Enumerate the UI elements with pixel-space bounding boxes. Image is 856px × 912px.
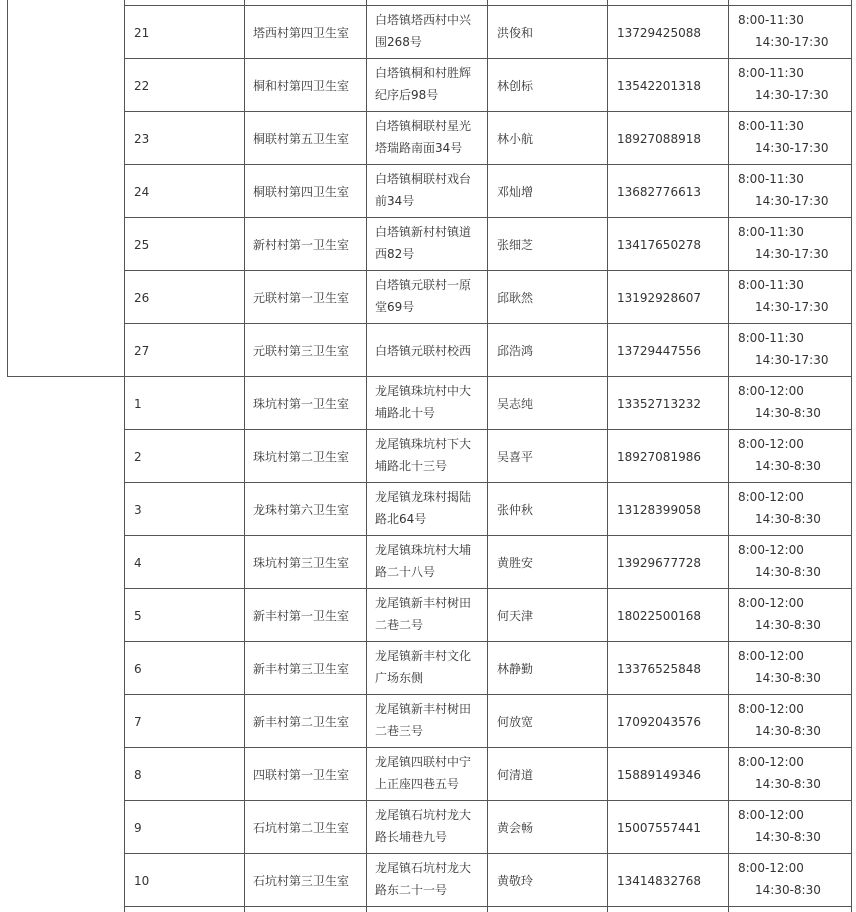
- address-line-2: 埔路北十三号: [375, 459, 448, 473]
- address-line-1: 龙尾镇石坑村龙大: [375, 808, 472, 822]
- service-hours: [729, 857, 851, 901]
- phone-number: 15007557441: [617, 821, 701, 835]
- clinic-name: 元联村第一卫生室: [253, 291, 350, 305]
- row-number: 2: [134, 450, 142, 464]
- phone-number: 13729425088: [617, 26, 701, 40]
- clinic-address: [367, 62, 487, 106]
- row-divider: [124, 694, 851, 695]
- row-number: 6: [134, 662, 142, 676]
- hours-morning: 8:00-12:00: [738, 808, 804, 822]
- row-number: 21: [134, 26, 150, 40]
- service-hours: [729, 539, 851, 583]
- service-hours: [729, 274, 851, 318]
- hours-afternoon: 14:30-17:30: [755, 194, 829, 208]
- hours-morning: 8:00-12:00: [738, 543, 804, 557]
- row-divider: [124, 535, 851, 536]
- row-divider: [124, 323, 851, 324]
- clinic-address: [367, 9, 487, 53]
- clinic-name: 新村村第一卫生室: [253, 238, 350, 252]
- hours-afternoon: 14:30-8:30: [755, 724, 821, 738]
- row-divider: [124, 5, 851, 6]
- phone-number: 13128399058: [617, 503, 701, 517]
- service-hours: [729, 751, 851, 795]
- clinic-name: 桐联村第五卫生室: [253, 132, 350, 146]
- phone-number: 18927088918: [617, 132, 701, 146]
- clinic-name: 元联村第三卫生室: [253, 344, 350, 358]
- row-number: 7: [134, 715, 142, 729]
- clinic-address: [367, 380, 487, 424]
- clinic-name: 珠坑村第二卫生室: [253, 450, 350, 464]
- address-line-1: 白塔镇桐和村胜辉: [375, 66, 472, 80]
- address-line-2: 路长埔巷九号: [375, 830, 448, 844]
- hours-morning: 8:00-12:00: [738, 755, 804, 769]
- address-line-2: 西82号: [375, 247, 415, 261]
- doctor-name: 吴喜平: [497, 450, 534, 464]
- hours-morning: 8:00-12:00: [738, 861, 804, 875]
- hours-morning: 8:00-12:00: [738, 596, 804, 610]
- phone-number: 15889149346: [617, 768, 701, 782]
- phone-number: 13192928607: [617, 291, 701, 305]
- address-line-2: 堂69号: [375, 300, 415, 314]
- address-line-1: 白塔镇新村村镇道: [375, 225, 472, 239]
- row-divider: [124, 641, 851, 642]
- hours-afternoon: 14:30-8:30: [755, 459, 821, 473]
- address-line-2: 路北64号: [375, 512, 427, 526]
- doctor-name: 林创标: [497, 79, 534, 93]
- address-line-1: 白塔镇塔西村中兴: [375, 13, 472, 27]
- phone-number: 13729447556: [617, 344, 701, 358]
- address-line-1: 龙尾镇新丰村树田: [375, 702, 472, 716]
- clinic-address: [367, 433, 487, 477]
- phone-number: 13929677728: [617, 556, 701, 570]
- hours-afternoon: 14:30-8:30: [755, 883, 821, 897]
- phone-number: 13414832768: [617, 874, 701, 888]
- clinic-name: 新丰村第二卫生室: [253, 715, 350, 729]
- service-hours: [729, 486, 851, 530]
- row-number: 3: [134, 503, 142, 517]
- clinic-address: [367, 804, 487, 848]
- row-divider: [124, 747, 851, 748]
- address-line-1: 龙尾镇龙珠村揭陆: [375, 490, 472, 504]
- clinic-address: [367, 698, 487, 742]
- row-number: 23: [134, 132, 150, 146]
- hours-morning: 8:00-11:30: [738, 66, 804, 80]
- row-divider: [124, 217, 851, 218]
- hours-morning: 8:00-12:00: [738, 649, 804, 663]
- clinic-name: 新丰村第一卫生室: [253, 609, 350, 623]
- clinic-address: [367, 857, 487, 901]
- row-number: 26: [134, 291, 150, 305]
- address-line-1: 龙尾镇珠坑村下大: [375, 437, 472, 451]
- service-hours: [729, 433, 851, 477]
- doctor-name: 林小航: [497, 132, 534, 146]
- address-line-2: 二巷三号: [375, 724, 424, 738]
- service-hours: [729, 168, 851, 212]
- phone-number: 13682776613: [617, 185, 701, 199]
- doctor-name: 吴志纯: [497, 397, 534, 411]
- phone-number: 17092043576: [617, 715, 701, 729]
- doctor-name: 邱耿然: [497, 291, 534, 305]
- hours-morning: 8:00-11:30: [738, 225, 804, 239]
- phone-number: 18022500168: [617, 609, 701, 623]
- row-divider: [124, 588, 851, 589]
- row-divider: [124, 906, 851, 907]
- address-line-2: 塔瑞路南面34号: [375, 141, 463, 155]
- clinic-name: 桐联村第四卫生室: [253, 185, 350, 199]
- hours-morning: 8:00-12:00: [738, 702, 804, 716]
- clinic-name: 石坑村第三卫生室: [253, 874, 350, 888]
- row-divider: [124, 58, 851, 59]
- doctor-name: 张细芝: [497, 238, 534, 252]
- service-hours: [729, 327, 851, 371]
- clinic-address: [367, 592, 487, 636]
- hours-afternoon: 14:30-17:30: [755, 353, 829, 367]
- phone-number: 13376525848: [617, 662, 701, 676]
- clinic-name: 珠坑村第三卫生室: [253, 556, 350, 570]
- group-divider: [7, 376, 851, 377]
- hours-afternoon: 14:30-17:30: [755, 300, 829, 314]
- clinic-address: [367, 539, 487, 583]
- service-hours: [729, 380, 851, 424]
- row-divider: [124, 429, 851, 430]
- hours-afternoon: 14:30-17:30: [755, 88, 829, 102]
- row-divider: [124, 482, 851, 483]
- clinic-name: 新丰村第三卫生室: [253, 662, 350, 676]
- row-number: 10: [134, 874, 150, 888]
- clinic-name: 石坑村第二卫生室: [253, 821, 350, 835]
- row-number: 27: [134, 344, 150, 358]
- hours-morning: 8:00-12:00: [738, 384, 804, 398]
- clinic-address: [367, 486, 487, 530]
- hours-morning: 8:00-11:30: [738, 278, 804, 292]
- row-number: 25: [134, 238, 150, 252]
- doctor-name: 何清道: [497, 768, 534, 782]
- hours-afternoon: 14:30-8:30: [755, 512, 821, 526]
- group-column-divider: [7, 0, 8, 376]
- row-number: 4: [134, 556, 142, 570]
- address-line-2: 纪序后98号: [375, 88, 439, 102]
- address-line-2: 路二十八号: [375, 565, 436, 579]
- hours-afternoon: 14:30-17:30: [755, 141, 829, 155]
- row-divider: [124, 164, 851, 165]
- address-line-2: 广场东侧: [375, 671, 424, 685]
- row-number: 8: [134, 768, 142, 782]
- doctor-name: 邓灿增: [497, 185, 534, 199]
- clinic-address: [367, 168, 487, 212]
- clinic-name: 珠坑村第一卫生室: [253, 397, 350, 411]
- address-line-1: 白塔镇元联村一原: [375, 278, 472, 292]
- service-hours: [729, 115, 851, 159]
- doctor-name: 黄胜安: [497, 556, 534, 570]
- service-hours: [729, 804, 851, 848]
- hours-afternoon: 14:30-8:30: [755, 830, 821, 844]
- row-divider: [124, 111, 851, 112]
- clinic-name: 四联村第一卫生室: [253, 768, 350, 782]
- phone-number: 13352713232: [617, 397, 701, 411]
- row-number: 24: [134, 185, 150, 199]
- clinic-address: [367, 645, 487, 689]
- address-line-1: 龙尾镇四联村中宁: [375, 755, 472, 769]
- address-line-2: 前34号: [375, 194, 415, 208]
- clinic-address: [367, 751, 487, 795]
- address-line-2: 二巷二号: [375, 618, 424, 632]
- hours-morning: 8:00-12:00: [738, 490, 804, 504]
- address-line-1: 白塔镇元联村校西: [375, 344, 472, 358]
- row-number: 1: [134, 397, 142, 411]
- phone-number: 18927081986: [617, 450, 701, 464]
- service-hours: [729, 698, 851, 742]
- doctor-name: 黄敬玲: [497, 874, 534, 888]
- row-number: 5: [134, 609, 142, 623]
- row-divider: [124, 853, 851, 854]
- doctor-name: 林静勤: [497, 662, 534, 676]
- clinic-name: 塔西村第四卫生室: [253, 26, 350, 40]
- clinic-address: [367, 340, 487, 362]
- doctor-name: 何放宽: [497, 715, 534, 729]
- address-line-1: 白塔镇桐联村星光: [375, 119, 472, 133]
- hours-morning: 8:00-11:30: [738, 172, 804, 186]
- clinic-address: [367, 221, 487, 265]
- doctor-name: 黄会畅: [497, 821, 534, 835]
- address-line-2: 围268号: [375, 35, 422, 49]
- service-hours: [729, 221, 851, 265]
- address-line-1: 龙尾镇珠坑村大埔: [375, 543, 472, 557]
- address-line-2: 埔路北十号: [375, 406, 436, 420]
- phone-number: 13542201318: [617, 79, 701, 93]
- clinic-address: [367, 274, 487, 318]
- hours-afternoon: 14:30-17:30: [755, 35, 829, 49]
- hours-afternoon: 14:30-8:30: [755, 618, 821, 632]
- column-divider: [851, 0, 852, 912]
- doctor-name: 邱浩鸿: [497, 344, 534, 358]
- service-hours: [729, 645, 851, 689]
- hours-morning: 8:00-11:30: [738, 13, 804, 27]
- address-line-1: 龙尾镇石坑村龙大: [375, 861, 472, 875]
- address-line-1: 龙尾镇珠坑村中大: [375, 384, 472, 398]
- hours-afternoon: 14:30-8:30: [755, 671, 821, 685]
- clinic-name: 桐和村第四卫生室: [253, 79, 350, 93]
- hours-morning: 8:00-11:30: [738, 119, 804, 133]
- row-number: 22: [134, 79, 150, 93]
- service-hours: [729, 62, 851, 106]
- row-number: 9: [134, 821, 142, 835]
- clinic-address: [367, 115, 487, 159]
- hours-afternoon: 14:30-8:30: [755, 777, 821, 791]
- address-line-2: 上正座四巷五号: [375, 777, 460, 791]
- row-divider: [124, 270, 851, 271]
- phone-number: 13417650278: [617, 238, 701, 252]
- address-line-1: 龙尾镇新丰村文化: [375, 649, 472, 663]
- hours-morning: 8:00-11:30: [738, 331, 804, 345]
- hours-afternoon: 14:30-17:30: [755, 247, 829, 261]
- address-line-1: 白塔镇桐联村戏台: [375, 172, 472, 186]
- doctor-name: 张仲秋: [497, 503, 534, 517]
- clinic-name: 龙珠村第六卫生室: [253, 503, 350, 517]
- doctor-name: 洪俊和: [497, 26, 534, 40]
- hours-afternoon: 14:30-8:30: [755, 565, 821, 579]
- address-line-2: 路东二十一号: [375, 883, 448, 897]
- hours-morning: 8:00-12:00: [738, 437, 804, 451]
- service-hours: [729, 9, 851, 53]
- hours-afternoon: 14:30-8:30: [755, 406, 821, 420]
- service-hours: [729, 592, 851, 636]
- row-divider: [124, 800, 851, 801]
- doctor-name: 何天津: [497, 609, 534, 623]
- address-line-1: 龙尾镇新丰村树田: [375, 596, 472, 610]
